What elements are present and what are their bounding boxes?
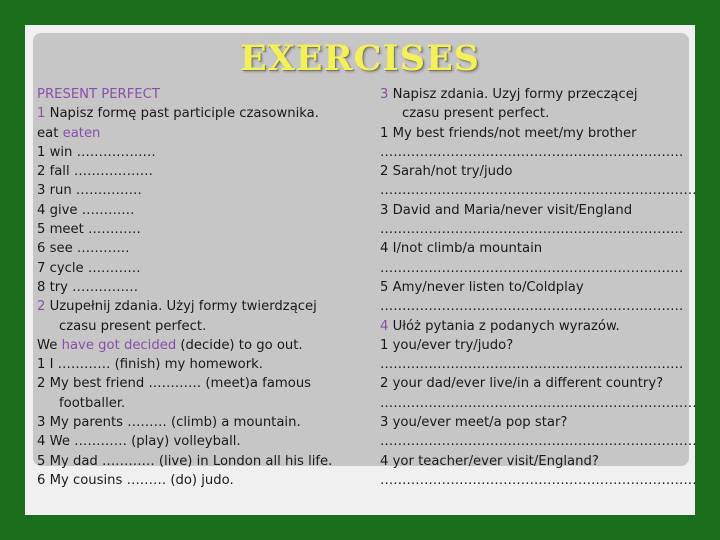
- example2-pre: We: [37, 337, 58, 353]
- exercise-1-instruction: [37, 104, 357, 123]
- answer-line: ……………………………………………………………: [380, 260, 684, 276]
- exercise-2-sentence: 5 My dad ………… (live) in London all his life.: [37, 453, 333, 469]
- exercise-1-item: 4 give …………: [37, 202, 135, 218]
- exercise-2-sentence: 1 I ………… (finish) my homework.: [37, 357, 263, 373]
- exercise-1-example: [37, 124, 357, 143]
- exercise-1-item: 8 try ……………: [37, 279, 139, 295]
- exercise-1-text: Napisz formę past participle czasownika.: [49, 106, 319, 122]
- exercise-3-number: 3: [380, 87, 389, 102]
- exercise-2-sentence: 3 My parents ……… (climb) a mountain.: [37, 415, 301, 431]
- answer-line: ………………………………………………………………: [380, 183, 697, 199]
- example-answer: eaten: [62, 125, 101, 141]
- exercise-3-text: Napisz zdania. Uzyj formy przeczącej: [392, 87, 638, 102]
- answer-line: ………………………………………………………………: [380, 434, 697, 450]
- exercise-2-instruction: [37, 297, 357, 316]
- section-heading: PRESENT PERFECT: [37, 87, 160, 102]
- exercise-4-text: Ułóż pytania z podanych wyrazów.: [392, 318, 620, 334]
- exercise-3-prompt: 1 My best friends/not meet/my brother: [380, 125, 637, 141]
- answer-line: ………………………………………………………………: [380, 395, 697, 411]
- exercise-4-prompt: 4 yor teacher/ever visit/England?: [380, 453, 599, 469]
- slide-title: EXERCISES: [239, 38, 481, 79]
- answer-line: ……………………………………………………………: [380, 144, 684, 160]
- exercise-2-sentence: 4 We ………… (play) volleyball.: [37, 434, 241, 450]
- exercise-3-prompt: 5 Amy/never listen to/Coldplay: [380, 279, 584, 295]
- example2-post: (decide) to go out.: [180, 337, 303, 353]
- exercise-2-sentence: 6 My cousins ……… (do) judo.: [37, 472, 234, 488]
- answer-line: ………………………………………………………………: [380, 472, 697, 488]
- exercise-1-item: 5 meet …………: [37, 222, 141, 238]
- exercise-3-prompt: 3 David and Maria/never visit/England: [380, 202, 633, 218]
- right-column: [380, 85, 697, 490]
- exercise-1-item: 1 win ………………: [37, 144, 156, 160]
- exercise-1-item: 7 cycle …………: [37, 260, 141, 276]
- exercise-1-item: 6 see …………: [37, 241, 130, 257]
- answer-line: ……………………………………………………………: [380, 357, 684, 373]
- exercise-2-text-cont: czasu present perfect.: [59, 318, 207, 334]
- exercise-3-instruction: [380, 85, 690, 104]
- left-column: [37, 85, 357, 490]
- exercise-4-number: 4: [380, 318, 389, 334]
- exercise-4-prompt: 1 you/ever try/judo?: [380, 337, 514, 353]
- exercise-2-sentence-cont: footballer.: [59, 395, 126, 411]
- exercise-4-instruction: [380, 317, 690, 336]
- exercise-2-text: Uzupełnij zdania. Użyj formy twierdzącej: [49, 299, 317, 315]
- exercise-3-prompt: 4 I/not climb/a mountain: [380, 241, 543, 257]
- exercise-1-item: 3 run ……………: [37, 183, 142, 199]
- exercise-1-number: 1: [37, 106, 46, 122]
- exercise-3-prompt: 2 Sarah/not try/judo: [380, 164, 513, 180]
- exercise-2-sentence: 2 My best friend ………… (meet)a famous: [37, 376, 312, 392]
- example-base: eat: [37, 125, 59, 141]
- exercise-4-prompt: 3 you/ever meet/a pop star?: [380, 415, 568, 431]
- exercise-4-prompt: 2 your dad/ever live/in a different country?: [380, 376, 664, 392]
- exercise-2-example: [37, 336, 357, 355]
- exercise-2-number: 2: [37, 299, 46, 315]
- exercise-3-text-cont: czasu present perfect.: [402, 106, 550, 122]
- answer-line: ……………………………………………………………: [380, 299, 684, 315]
- answer-line: ……………………………………………………………: [380, 222, 684, 238]
- example2-answer: have got decided: [61, 337, 177, 353]
- exercise-1-item: 2 fall ………………: [37, 164, 153, 180]
